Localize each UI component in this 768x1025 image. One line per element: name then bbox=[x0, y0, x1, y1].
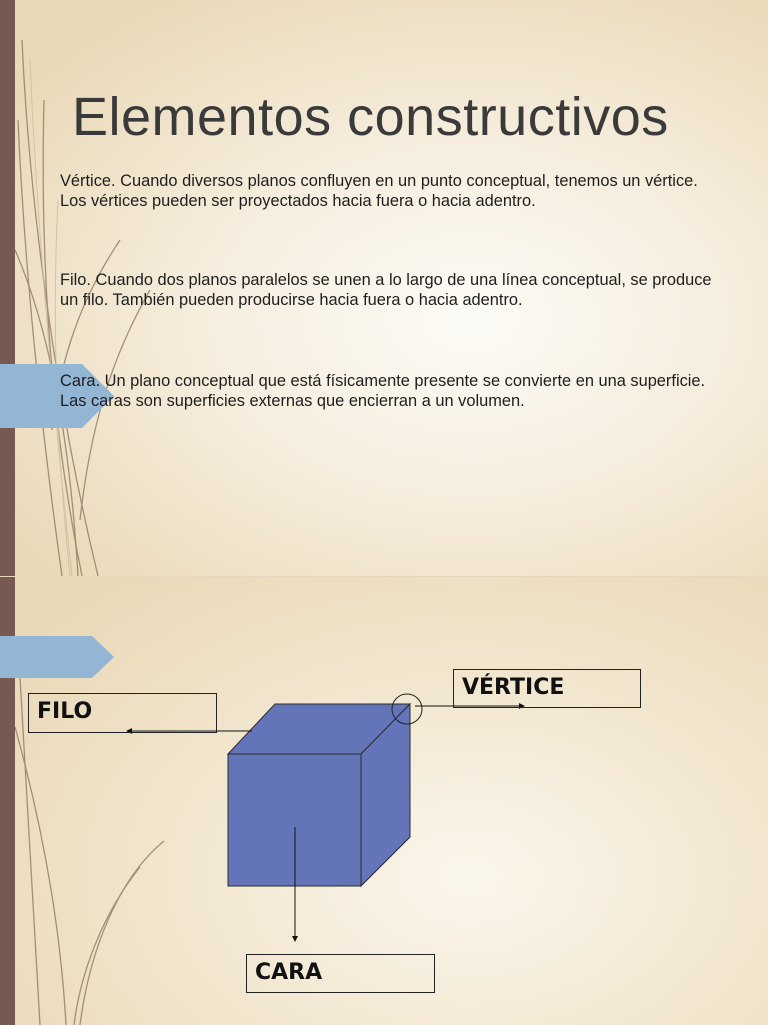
paragraph-cara: Cara. Un plano conceptual que está físicamente presente se convierte en una superficie. Las caras son superficies externas que encierran a un volumen. bbox=[60, 372, 706, 410]
label-cara: CARA bbox=[246, 954, 435, 993]
paragraph-filo: Filo. Cuando dos planos paralelos se unen a lo largo de una línea conceptual, se produce un filo. También pueden producirse hacia fuera o hacia adentro. bbox=[60, 271, 712, 309]
slide-title: Elementos constructivos bbox=[72, 87, 669, 147]
paragraph-vertice: Vértice. Cuando diversos planos confluyen en un punto conceptual, tenemos un vértice. Los vértices pueden ser proyectados hacia fuera o hacia adentro. bbox=[60, 172, 698, 210]
side-bar bbox=[0, 0, 15, 576]
label-filo: FILO bbox=[28, 693, 217, 733]
label-vertice: VÉRTICE bbox=[453, 669, 641, 708]
slide-2 bbox=[0, 576, 768, 1025]
